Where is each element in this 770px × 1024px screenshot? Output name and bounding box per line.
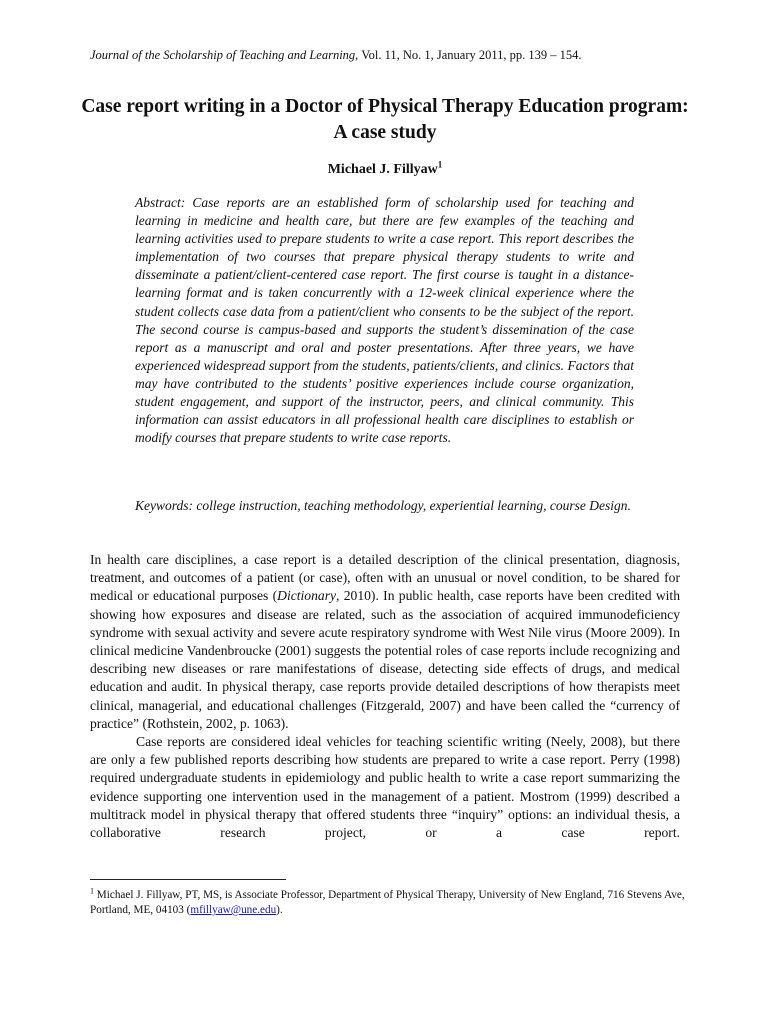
paragraph-1-end: , 2010). In public health, case reports have been credited with showing how exposures and disease are related, such as the association of acquired immunodeficiency syndrome with sexual activity and severe acute respiratory syndrome with West Nile virus (Moore 2009). In clinical medicine Vandenbroucke (2001) suggests the potential roles of case reports include recognizing and describing new diseases or rare manifestations of disease, detecting side effects of drugs, and medical education and audit. In physical therapy, case reports provide detailed descriptions of how therapists meet clinical, managerial, and educational challenges (Fitzgerald, 2007) and have been called the “currency of practice” (Rothstein, 2002, p. 1063). <box>90 588 681 731</box>
paragraph-1-italic: Dictionary <box>277 588 337 604</box>
author-footnote-mark: 1 <box>437 159 443 170</box>
abstract: Abstract: Case reports are an established form of scholarship used for teaching and learning in medicine and health care, but there are few examples of the teaching and learning activities used to prepare students to write a case report. This report describes the implementation of two courses that prepare physical therapy students to write and disseminate a patient/client-centered case report. The first course is taught in a distance-learning format and is taken concurrently with a 12-week clinical experience where the student collects case data from a patient/client who consents to be the subject of the report. The second course is campus-based and supports the student’s dissemination of the case report as a manuscript and oral and poster presentations. After three years, we have experienced widespread support from the students, patients/clients, and clinics. Factors that may have contributed to the students’ positive experiences include course organization, student engagement, and support of the instructor, peers, and clinical community. This information can assist educators in all professional health care disciplines to establish or modify courses that prepare students to write case reports. <box>135 195 634 446</box>
journal-name: Journal of the Scholarship of Teaching and Learning <box>90 48 356 62</box>
author-email-link[interactable]: mfillyaw@une.edu <box>190 904 277 916</box>
article-title: Case report writing in a Doctor of Physical Therapy Education program: A case study <box>81 96 689 143</box>
footnote <box>90 888 690 918</box>
footnote-close: ). <box>276 904 283 916</box>
paragraph-1-start: In health care disciplines, a case report is a detailed description of the clinical presentation, diagnosis, treatment, and outcomes of a patient (or case), often with an unusual or novel condition, to be shared for medical or educational purposes ( <box>90 552 680 604</box>
paragraph-1 <box>90 551 680 733</box>
paragraph-2: Case reports are considered ideal vehicles for teaching scientific writing (Neely, 2008), but there are only a few published reports describing how students are prepared to write a case report. Perry (1998) required undergraduate students in epidemiology and public health to write a case report summarizing the evidence supporting one intervention used in the management of a patient. Mostrom (1999) described a multitrack model in physical therapy that offered students three “inquiry” options: an individual thesis, a collaborative research project, or a case report. <box>90 734 680 841</box>
footnote-mark: 1 <box>90 886 94 896</box>
footnote-text: Michael J. Fillyaw, PT, MS, is Associate Professor, Department of Physical Therapy, University of New England, 716 Stevens Ave, Portland, ME, 04103 ( <box>90 889 685 916</box>
keywords: Keywords: college instruction, teaching methodology, experiential learning, course Design. <box>135 498 631 513</box>
running-header <box>90 47 690 63</box>
footnote-rule <box>90 879 286 880</box>
body-text <box>90 551 680 842</box>
citation-details: , Vol. 11, No. 1, January 2011, pp. 139 – 154. <box>355 48 582 62</box>
author-line <box>80 161 690 179</box>
author-name: Michael J. Fillyaw <box>327 162 438 177</box>
